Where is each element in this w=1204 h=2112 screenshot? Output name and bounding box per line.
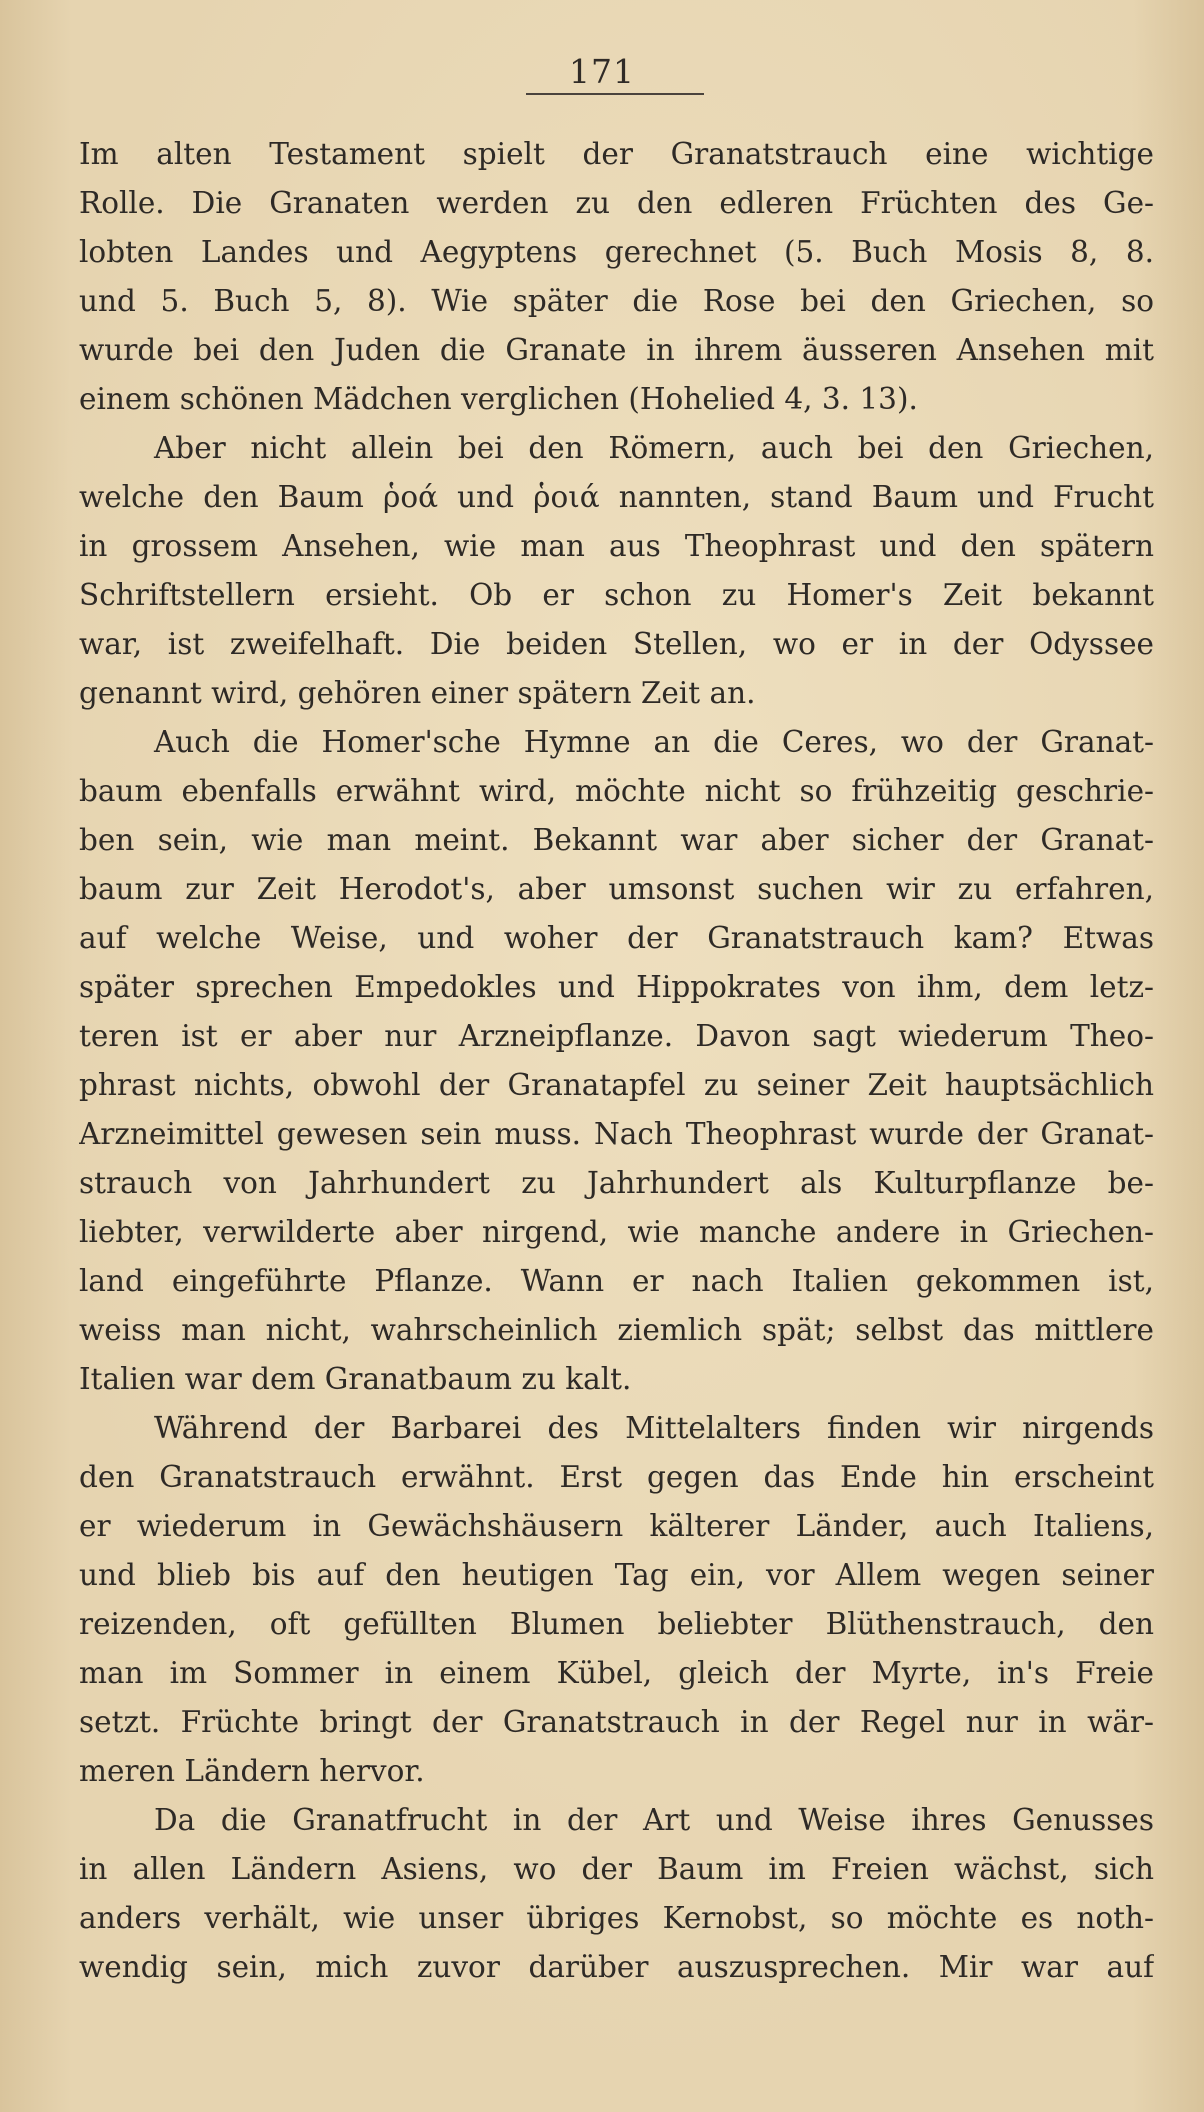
text-line: und 5. Buch 5, 8). Wie später die Rose bei den Griechen, so (79, 284, 1154, 318)
paragraph-2 (79, 424, 1154, 718)
text-line: ben sein, wie man meint. Bekannt war aber sicher der Granat- (79, 823, 1154, 857)
text-line: baum zur Zeit Herodot's, aber umsonst suchen wir zu erfahren, (79, 872, 1154, 906)
text-line: Aber nicht allein bei den Römern, auch bei den Griechen, (154, 431, 1154, 465)
text-line: baum ebenfalls erwähnt wird, möchte nicht so frühzeitig geschrie- (79, 774, 1154, 808)
text-line: Arzneimittel gewesen sein muss. Nach Theophrast wurde der Granat- (79, 1117, 1154, 1151)
text-line: er wiederum in Gewächshäusern kälterer Länder, auch Italiens, (79, 1509, 1154, 1543)
text-line: anders verhält, wie unser übriges Kernobst, so möchte es noth- (79, 1901, 1154, 1935)
page-number: 171 (569, 52, 635, 91)
text-line: auf welche Weise, und woher der Granatstrauch kam? Etwas (79, 921, 1154, 955)
text-line: phrast nichts, obwohl der Granatapfel zu seiner Zeit hauptsächlich (79, 1068, 1154, 1102)
text-line: meren Ländern hervor. (79, 1754, 425, 1788)
paragraph-5 (79, 1796, 1154, 1992)
paragraph-3 (79, 718, 1154, 1404)
text-line: setzt. Früchte bringt der Granatstrauch in der Regel nur in wär- (79, 1705, 1154, 1739)
text-line: wendig sein, mich zuvor darüber auszusprechen. Mir war auf (79, 1950, 1154, 1984)
text-line: Während der Barbarei des Mittelalters finden wir nirgends (154, 1411, 1154, 1445)
text-line: war, ist zweifelhaft. Die beiden Stellen, wo er in der Odyssee (79, 627, 1154, 661)
text-line: lobten Landes und Aegyptens gerechnet (5. Buch Mosis 8, 8. (79, 235, 1154, 269)
paragraph-4 (79, 1404, 1154, 1796)
text-line: später sprechen Empedokles und Hippokrates von ihm, dem letz- (79, 970, 1154, 1004)
body-text (79, 130, 1154, 1992)
text-line: in allen Ländern Asiens, wo der Baum im Freien wächst, sich (79, 1852, 1154, 1886)
text-line: wurde bei den Juden die Granate in ihrem äusseren Ansehen mit (79, 333, 1154, 367)
text-line: reizenden, oft gefüllten Blumen beliebter Blüthenstrauch, den (79, 1607, 1154, 1641)
text-line: strauch von Jahrhundert zu Jahrhundert als Kulturpflanze be- (79, 1166, 1154, 1200)
text-line: man im Sommer in einem Kübel, gleich der Myrte, in's Freie (79, 1656, 1154, 1690)
text-line: land eingeführte Pflanze. Wann er nach Italien gekommen ist, (79, 1264, 1154, 1298)
text-line: Schriftstellern ersieht. Ob er schon zu Homer's Zeit bekannt (79, 578, 1154, 612)
text-line: einem schönen Mädchen verglichen (Hohelied 4, 3. 13). (79, 382, 918, 416)
text-line: Rolle. Die Granaten werden zu den edleren Früchten des Ge- (79, 186, 1154, 220)
text-line: Auch die Homer'sche Hymne an die Ceres, wo der Granat- (154, 725, 1154, 759)
text-line: genannt wird, gehören einer spätern Zeit an. (79, 676, 756, 710)
text-line: welche den Baum ῥοά und ῥοιά nannten, stand Baum und Frucht (79, 480, 1154, 514)
header-rule (526, 93, 704, 95)
text-line: liebter, verwilderte aber nirgend, wie manche andere in Griechen- (79, 1215, 1154, 1249)
text-line: teren ist er aber nur Arzneipflanze. Davon sagt wiederum Theo- (79, 1019, 1154, 1053)
text-line: Im alten Testament spielt der Granatstrauch eine wichtige (79, 137, 1154, 171)
text-line: den Granatstrauch erwähnt. Erst gegen das Ende hin erscheint (79, 1460, 1154, 1494)
text-line: in grossem Ansehen, wie man aus Theophrast und den spätern (79, 529, 1154, 563)
text-line: weiss man nicht, wahrscheinlich ziemlich spät; selbst das mittlere (79, 1313, 1154, 1347)
text-line: Da die Granatfrucht in der Art und Weise ihres Genusses (154, 1803, 1154, 1837)
paragraph-1 (79, 130, 1154, 424)
text-line: Italien war dem Granatbaum zu kalt. (79, 1362, 632, 1396)
text-line: und blieb bis auf den heutigen Tag ein, vor Allem wegen seiner (79, 1558, 1154, 1592)
